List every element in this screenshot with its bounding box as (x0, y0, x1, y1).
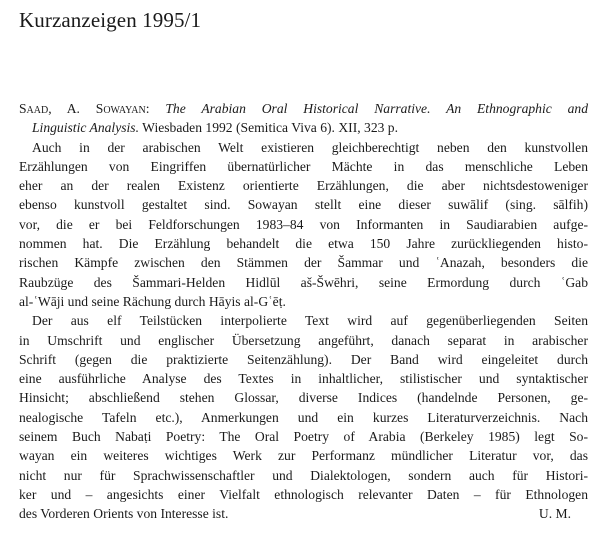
text-line: Hinsicht; abschließend stehen Glossar, diverse Indices (handelnde Personen, ge- (19, 390, 588, 406)
text-line: wayan ein weiteres wichtiges Werk zur Performanz mündlicher Literatur vor, das (19, 448, 588, 464)
page-header-title: Kurzanzeigen 1995/1 (19, 8, 202, 32)
book-title-part2: Linguistic Analysis. (32, 120, 139, 136)
review-entry (19, 99, 588, 524)
text-line: Erzählungen von Eingriffen übernatürlicher Mächte in das menschliche Leben (19, 158, 588, 174)
text-line: ker und – angesichts einer Vielfalt ethnologisch relevanter Daten – für Ethnologen (19, 486, 588, 502)
text-line: rischen Kämpfe zwischen den Stämmen der Šammar und ʿAnazah, besonders die (19, 255, 588, 271)
book-title-part1: The Arabian Oral Historical Narrative. An Ethnographic and (165, 101, 588, 116)
publication-info: Wiesbaden 1992 (Semitica Viva 6). XII, 323 p. (139, 120, 399, 136)
text-line: vor, die er bei Feldforschungen 1983–84 von Informanten in Saudiarabien aufge- (19, 216, 588, 232)
text-line: Schrift (gegen die praktizierte Seitenzählung). Der Band wird eingeleitet durch (19, 351, 588, 367)
text-line: nommen hat. Die Erzählung behandelt die etwa 150 Jahre zurückliegenden histo- (19, 236, 588, 252)
text-line: eher an der realen Existenz orientierte Erzählungen, die aber nichtsdestoweniger (19, 178, 588, 194)
text-line: des Vorderen Orients von Interesse ist. (19, 506, 229, 522)
text-line: eine ausführliche Analyse des Textes in inhaltlicher, stilistischer und syntaktischer (19, 371, 588, 387)
text-line: seinem Buch Nabaṭi Poetry: The Oral Poetry of Arabia (Berkeley 1985) legt So- (19, 429, 588, 445)
text-line: nealogische Tafeln etc.), Anmerkungen und ein kurzes Literaturverzeichnis. Nach (19, 409, 588, 425)
text-line: al-ʿWāji und seine Rächung durch Hāyis al-Gʿēṭ. (19, 293, 286, 309)
citation-line-1 (19, 99, 588, 118)
citation-colon: : (145, 101, 166, 116)
text-line: ebenso kunstvoll gestaltet sind. Sowayan stellt eine dieser suwālif (sing. sālfih) (19, 197, 588, 213)
final-line (19, 504, 588, 523)
text-line: Der aus elf Teilstücken interpolierte Text wird auf gegenüberliegenden Seiten (32, 313, 588, 329)
text-line: in Umschrift und englischer Übersetzung angeführt, danach separat in arabischer (19, 332, 588, 348)
text-line: nicht nur für Sprachwissenschaftler und Dialektologen, sondern auch für Histori- (19, 467, 588, 483)
review-author: Saad, A. Sowayan (19, 101, 146, 116)
reviewer-signature: U. M. (538, 506, 571, 522)
citation-line-2 (19, 118, 588, 137)
text-line: Raubzüge des Šammari-Helden Hidlūl aš-Šwēhri, seine Ermordung durch ʿGab (19, 274, 588, 290)
text-line: Auch in der arabischen Welt existieren gleichberechtigt neben den kunstvollen (32, 139, 588, 155)
